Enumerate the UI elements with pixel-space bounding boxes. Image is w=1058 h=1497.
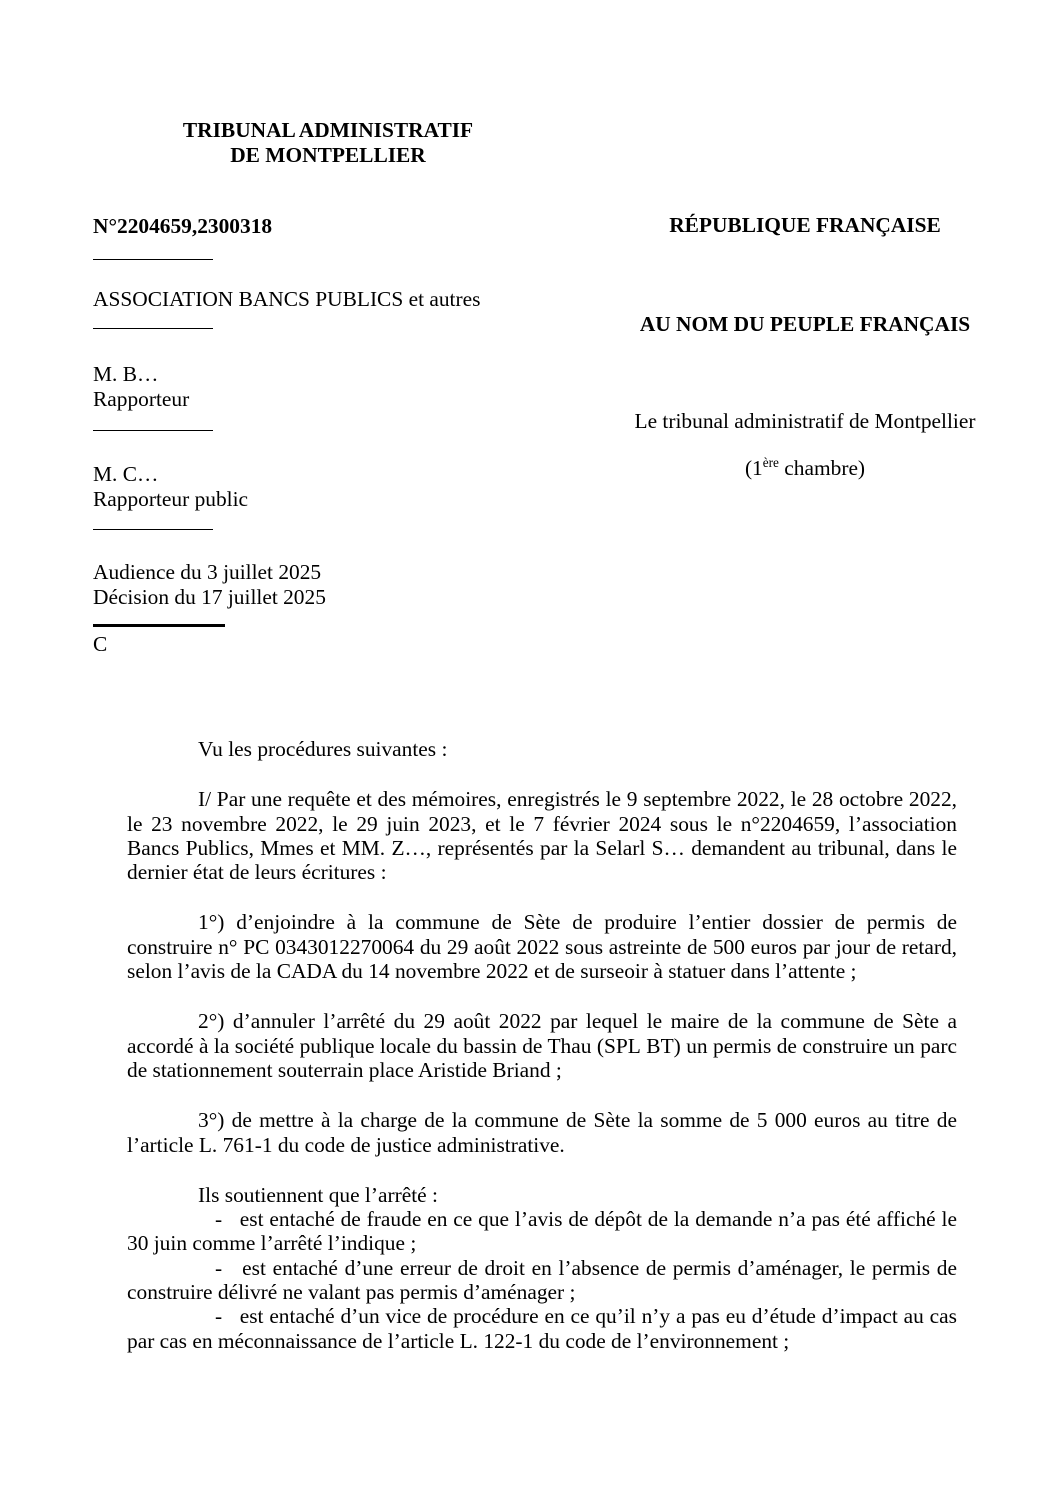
court-name-line1: TRIBUNAL ADMINISTRATIF xyxy=(182,118,474,142)
chamber-ordinal: ère xyxy=(762,454,779,470)
chamber-line xyxy=(560,456,1050,480)
paragraph-demande-3: 3°) de mettre à la charge de la commune de Sète la somme de 5 000 euros au titre de l’article L. 761-1 du code de justice administrative. xyxy=(127,1108,957,1157)
divider-line-1 xyxy=(93,259,213,260)
paragraph-moyen-3: - est entaché d’un vice de procédure en ce qu’il n’y a pas eu d’étude d’impact au cas par cas en méconnaissance de l’article L. 122-1 du code de l’environnement ; xyxy=(127,1304,957,1353)
divider-line-thick xyxy=(93,624,225,627)
classification-code: C xyxy=(93,632,108,656)
rapporteur-label: Rapporteur xyxy=(93,387,190,411)
paragraph-moyen-1: - est entaché de fraude en ce que l’avis de dépôt de la demande n’a pas été affiché le 30 juin comme l’arrêté l’indique ; xyxy=(127,1207,957,1256)
paragraph-ils-soutiennent: Ils soutiennent que l’arrêté : xyxy=(198,1182,438,1207)
paragraph-demande-1: 1°) d’enjoindre à la commune de Sète de produire l’entier dossier de permis de construire n° PC 0343012270064 du 29 août 2022 sous astreinte de 500 euros par jour de retard, selon l’avis de la CADA du 14 novembre 2022 et de surseoir à statuer dans l’attente ; xyxy=(127,910,957,984)
chamber-prefix: (1 xyxy=(744,456,763,480)
paragraph-demande-2: 2°) d’annuler l’arrêté du 29 août 2022 par lequel le maire de la commune de Sète a accordé à la société publique locale du bassin de Thau (SPL BT) un permis de construire un parc de stationnement souterrain place Aristide Briand ; xyxy=(127,1009,957,1082)
divider-line-4 xyxy=(93,529,213,530)
case-number: N°2204659,2300318 xyxy=(93,214,273,238)
rapporteur-public-name: M. C… xyxy=(93,462,159,486)
tribunal-line: Le tribunal administratif de Montpellier xyxy=(634,409,976,433)
court-name-line2: DE MONTPELLIER xyxy=(230,143,426,167)
chamber-suffix: chambre) xyxy=(778,456,866,480)
paragraph-vu: Vu les procédures suivantes : xyxy=(198,737,448,761)
rapporteur-name: M. B… xyxy=(93,362,159,386)
paragraph-moyen-2: - est entaché d’une erreur de droit en l’absence de permis d’aménager, le permis de construire délivré ne valant pas permis d’aménager ; xyxy=(127,1255,957,1305)
divider-line-3 xyxy=(93,430,213,431)
court-name xyxy=(93,118,563,168)
divider-line-2 xyxy=(93,328,213,329)
decision-date: Décision du 17 juillet 2025 xyxy=(93,585,326,609)
republic-title: RÉPUBLIQUE FRANÇAISE xyxy=(669,213,941,237)
rapporteur-public-label: Rapporteur public xyxy=(93,487,249,511)
decision-body xyxy=(127,737,957,1353)
paragraph-requete: I/ Par une requête et des mémoires, enregistrés le 9 septembre 2022, le 28 octobre 2022, le 23 novembre 2022, le 29 juin 2023, et le 7 février 2024 sous le n°2204659, l’association Bancs Publics, Mmes et MM. Z…, représentés par la Selarl S… demandent au tribunal, dans le dernier état de leurs écritures : xyxy=(127,787,957,885)
in-the-name-title: AU NOM DU PEUPLE FRANÇAIS xyxy=(639,312,971,336)
audience-date: Audience du 3 juillet 2025 xyxy=(93,560,322,584)
applicant-name: ASSOCIATION BANCS PUBLICS et autres xyxy=(93,287,481,311)
